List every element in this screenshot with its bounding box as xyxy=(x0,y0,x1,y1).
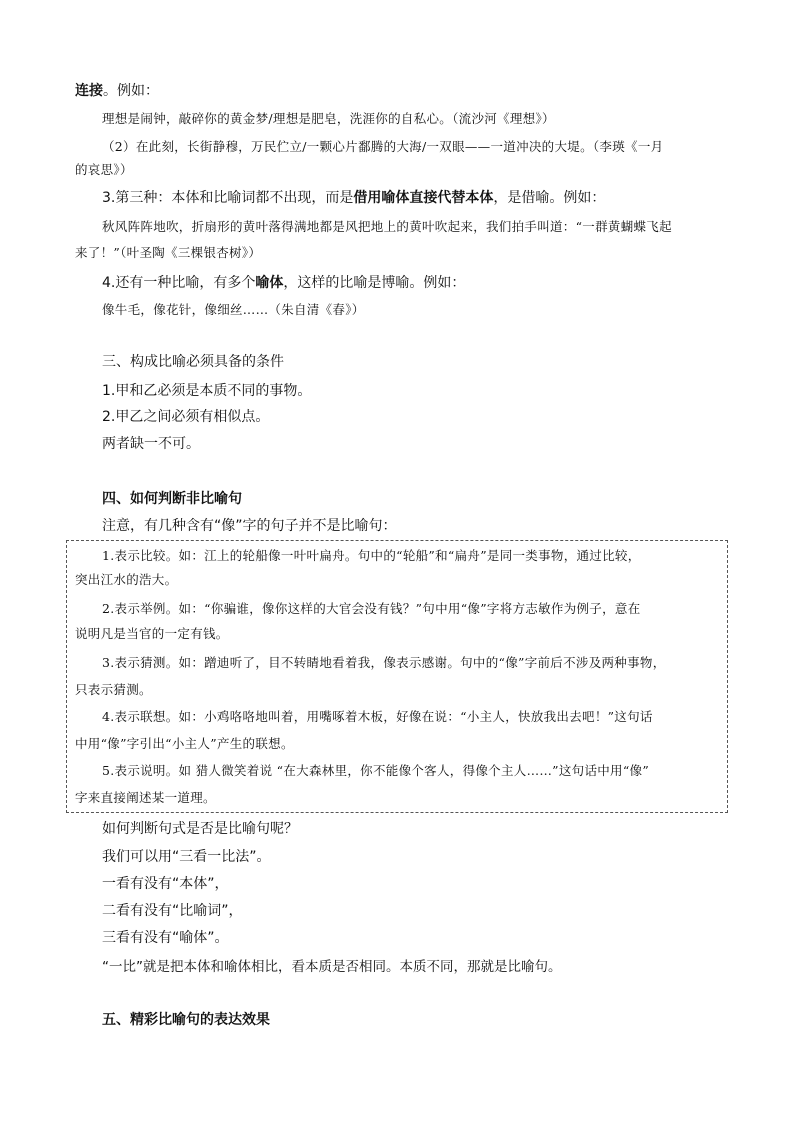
line-connect xyxy=(75,80,159,100)
paragraph-line: 如何判断句式是否是比喻句呢？ xyxy=(102,821,298,837)
paragraph-line: 三看有没有“喻体”。 xyxy=(102,930,229,946)
text: 4.还有一种比喻，有多个 xyxy=(102,275,256,291)
example-line: （2）在此刻，长街静穆，万民伫立/一颗心片鄱腾的大海/一双眼——一道冲决的大堤。（李瑛《一月 xyxy=(102,139,664,154)
box-line: 只表示猜测。 xyxy=(75,682,152,697)
example-line: 的哀思》） xyxy=(75,162,133,177)
example-line: 来了！”（叶圣陶《三棵银杏树》） xyxy=(75,245,262,260)
example-line: 像牛毛，像花针，像细丝……（朱自清《春》） xyxy=(102,302,365,317)
text: 3.第三种：本体和比喻词都不出现，而是 xyxy=(102,190,354,206)
example-line: 理想是闹钟，敲碎你的黄金梦/理想是肥皂，洗涯你的自私心。（流沙河《理想》） xyxy=(102,111,555,126)
paragraph-line: “一比”就是把本体和喻体相比，看本质是否相同。本质不同，那就是比喻句。 xyxy=(102,959,562,975)
rule-3 xyxy=(102,187,605,207)
example-line: 秋风阵阵地吹，折扇形的黄叶落得满地都是风把地上的黄叶吹起来，我们拍手叫道：“一群黄蝴蝶飞起 xyxy=(102,219,672,234)
section-5-heading: 五、精彩比喻句的表达效果 xyxy=(102,1012,270,1028)
text: ，是借喻。例如： xyxy=(493,190,606,206)
box-line: 突出江水的浩大。 xyxy=(75,572,178,587)
section-4-heading: 四、如何判断非比喻句 xyxy=(102,491,242,507)
rule-4 xyxy=(102,272,465,292)
box-line: 字来直接阐述某一道理。 xyxy=(75,790,216,805)
paragraph-line: 我们可以用“三看一比法”。 xyxy=(102,849,271,865)
bold-term: 连接 xyxy=(75,83,103,99)
paragraph-line: 一看有没有“本体”， xyxy=(102,876,229,892)
box-line: 2.表示举例。如：“你骗谁，像你这样的大官会没有钱？”句中用“像”字将方志敏作为例子，意在 xyxy=(102,601,641,616)
text: ，这样的比喻是博喻。例如： xyxy=(283,275,466,291)
box-line: 4.表示联想。如：小鸡咯咯地叫着，用嘴啄着木板，好像在说：“小主人，快放我出去吧！”这句话 xyxy=(102,709,653,724)
list-item: 1.甲和乙必须是本质不同的事物。 xyxy=(102,383,312,399)
bold-term: 喻体 xyxy=(255,275,284,291)
section-4-intro: 注意，有几种含有“像”字的句子并不是比喻句： xyxy=(102,518,397,534)
box-line: 1.表示比较。如：江上的轮船像一叶叶扁舟。句中的“轮船”和“扁舟”是同一类事物，通过比较， xyxy=(102,548,641,563)
list-item: 两者缺一不可。 xyxy=(102,436,200,452)
box-line: 3.表示猜测。如：蹭迪听了，目不转睛地看着我，像表示感谢。句中的“像”字前后不涉及两种事物， xyxy=(102,655,666,670)
section-3-heading: 三、构成比喻必须具备的条件 xyxy=(102,354,284,370)
bold-term: 借用喻体直接代替本体 xyxy=(353,190,494,206)
box-line: 中用“像”字引出“小主人”产生的联想。 xyxy=(75,736,294,751)
box-line: 5.表示说明。如 猎人微笑着说 “在大森林里，你不能像个客人，得像个主人……”这句话中用“像” xyxy=(102,763,650,778)
list-item: 2.甲乙之间必须有相似点。 xyxy=(102,409,270,425)
box-line: 说明凡是当官的一定有钱。 xyxy=(75,626,229,641)
paragraph-line: 二看有没有“比喻词”， xyxy=(102,903,243,919)
text: 。例如： xyxy=(103,83,159,99)
